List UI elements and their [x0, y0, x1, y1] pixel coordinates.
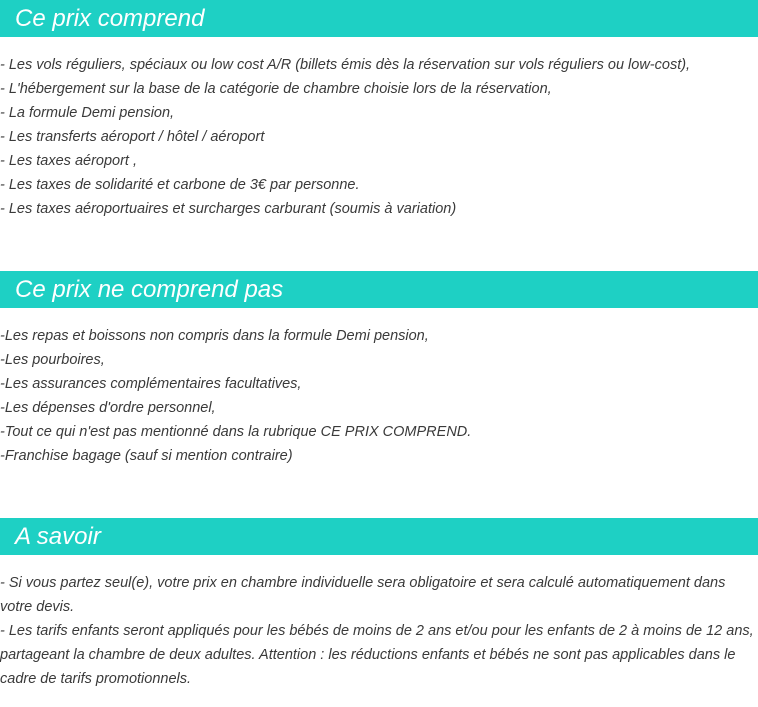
list-item: - La formule Demi pension,: [0, 105, 175, 121]
section-header-ce-prix-ne-comprend-pas: Ce prix ne comprend pas: [0, 271, 758, 308]
list-item: - Si vous partez seul(e), votre prix en chambre individuelle sera obligatoire et sera calculé automatiquement dans votre devis.: [0, 575, 726, 615]
good-to-know-list: [0, 571, 758, 691]
list-item: -Franchise bagage (sauf si mention contraire): [0, 448, 293, 464]
list-item: -Les assurances complémentaires facultatives,: [0, 376, 302, 392]
list-item: - Les taxes de solidarité et carbone de 3€ par personne.: [0, 177, 360, 193]
list-item: - L'hébergement sur la base de la catégorie de chambre choisie lors de la réservation,: [0, 81, 552, 97]
section-header-a-savoir: A savoir: [0, 518, 758, 555]
section-header-ce-prix-comprend: Ce prix comprend: [0, 0, 758, 37]
list-item: - Les tarifs enfants seront appliqués pour les bébés de moins de 2 ans et/ou pour les enfants de 2 à moins de 12 ans, partageant la chambre de deux adultes. Attention : les réductions enfants et bébés ne sont pas applicables dans le cadre de tarifs promotionnels.: [0, 623, 754, 687]
not-included-list: [0, 324, 758, 468]
list-item: - Les vols réguliers, spéciaux ou low cost A/R (billets émis dès la réservation sur vols réguliers ou low-cost),: [0, 57, 691, 73]
included-list: [0, 53, 758, 221]
list-item: - Les taxes aéroportuaires et surcharges carburant (soumis à variation): [0, 201, 457, 217]
list-item: -Tout ce qui n'est pas mentionné dans la rubrique CE PRIX COMPREND.: [0, 424, 472, 440]
list-item: -Les repas et boissons non compris dans la formule Demi pension,: [0, 328, 429, 344]
list-item: - Les transferts aéroport / hôtel / aéroport: [0, 129, 265, 145]
list-item: -Les pourboires,: [0, 352, 105, 368]
list-item: - Les taxes aéroport ,: [0, 153, 138, 169]
list-item: -Les dépenses d'ordre personnel,: [0, 400, 216, 416]
